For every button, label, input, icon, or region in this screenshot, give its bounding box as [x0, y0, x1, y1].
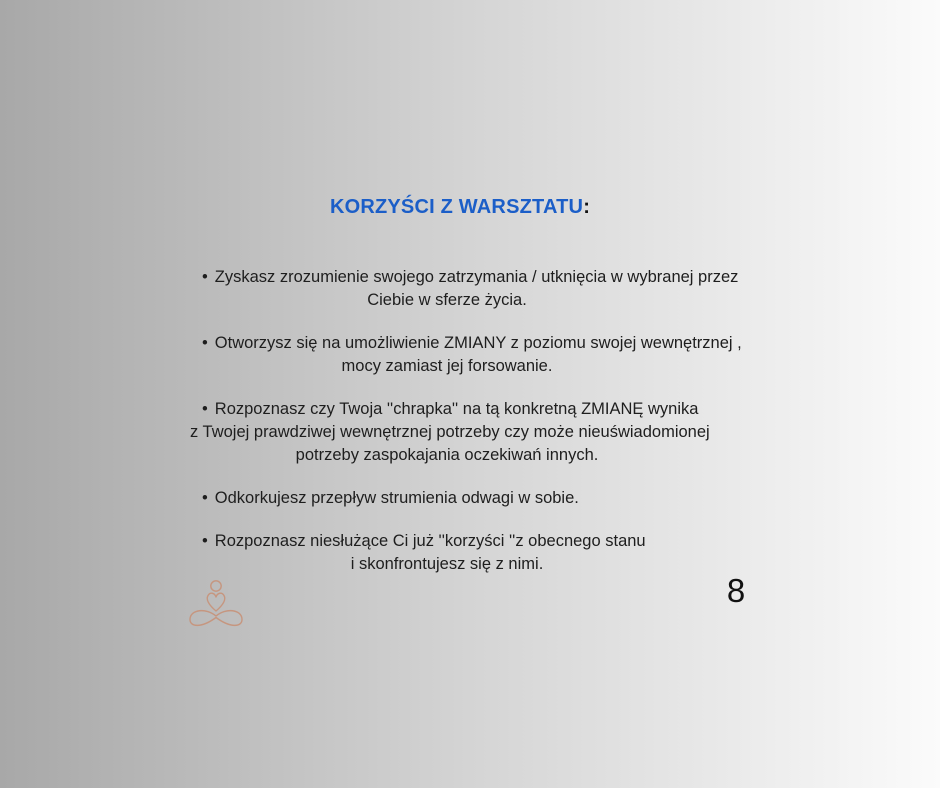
bullet-marker: •: [202, 489, 208, 507]
bullet-line: Ciebie w sferze życia.: [367, 291, 527, 309]
bullet-marker: •: [202, 268, 208, 286]
page-number: 8: [726, 572, 746, 609]
bullet-line: i skonfrontujesz się z nimi.: [350, 555, 544, 573]
bullet-list: [190, 266, 750, 596]
page-title: [190, 196, 730, 219]
meditation-heart-infinity-logo: [188, 579, 248, 629]
logo-head-circle: [211, 581, 221, 591]
bullet-item: [190, 332, 750, 378]
logo-svg: [188, 579, 248, 629]
bullet-line-first: • Otworzysz się na umożliwienie ZMIANY z poziomu swojej wewnętrznej ,: [190, 332, 750, 355]
bullet-marker: •: [202, 400, 208, 418]
logo-infinity: [190, 611, 242, 626]
bullet-marker: •: [202, 532, 208, 550]
bullet-line-first: • Odkorkujesz przepływ strumienia odwagi w sobie.: [190, 487, 750, 510]
logo-heart: [207, 593, 225, 611]
bullet-item: [190, 266, 750, 312]
bullet-line-first: • Rozpoznasz czy Twoja ''chrapka'' na tą konkretną ZMIANĘ wynika: [190, 398, 750, 421]
bullet-line: z Twojej prawdziwej wewnętrznej potrzeby czy może nieuświadomionej: [190, 423, 710, 441]
bullet-line: potrzeby zaspokajania oczekiwań innych.: [295, 446, 599, 464]
bullet-line-first: • Rozpoznasz niesłużące Ci już ''korzyści ''z obecnego stanu: [190, 530, 750, 553]
bullet-line: mocy zamiast jej forsowanie.: [341, 357, 553, 375]
bullet-item: [190, 487, 750, 510]
bullet-line-first: • Zyskasz zrozumienie swojego zatrzymania / utknięcia w wybranej przez: [190, 266, 750, 289]
bullet-item: [190, 530, 750, 576]
bullet-item: [190, 398, 750, 467]
page-title-colon: :: [583, 196, 591, 218]
page-title-text: KORZYŚCI Z WARSZTATU: [329, 196, 584, 218]
bullet-marker: •: [202, 334, 208, 352]
